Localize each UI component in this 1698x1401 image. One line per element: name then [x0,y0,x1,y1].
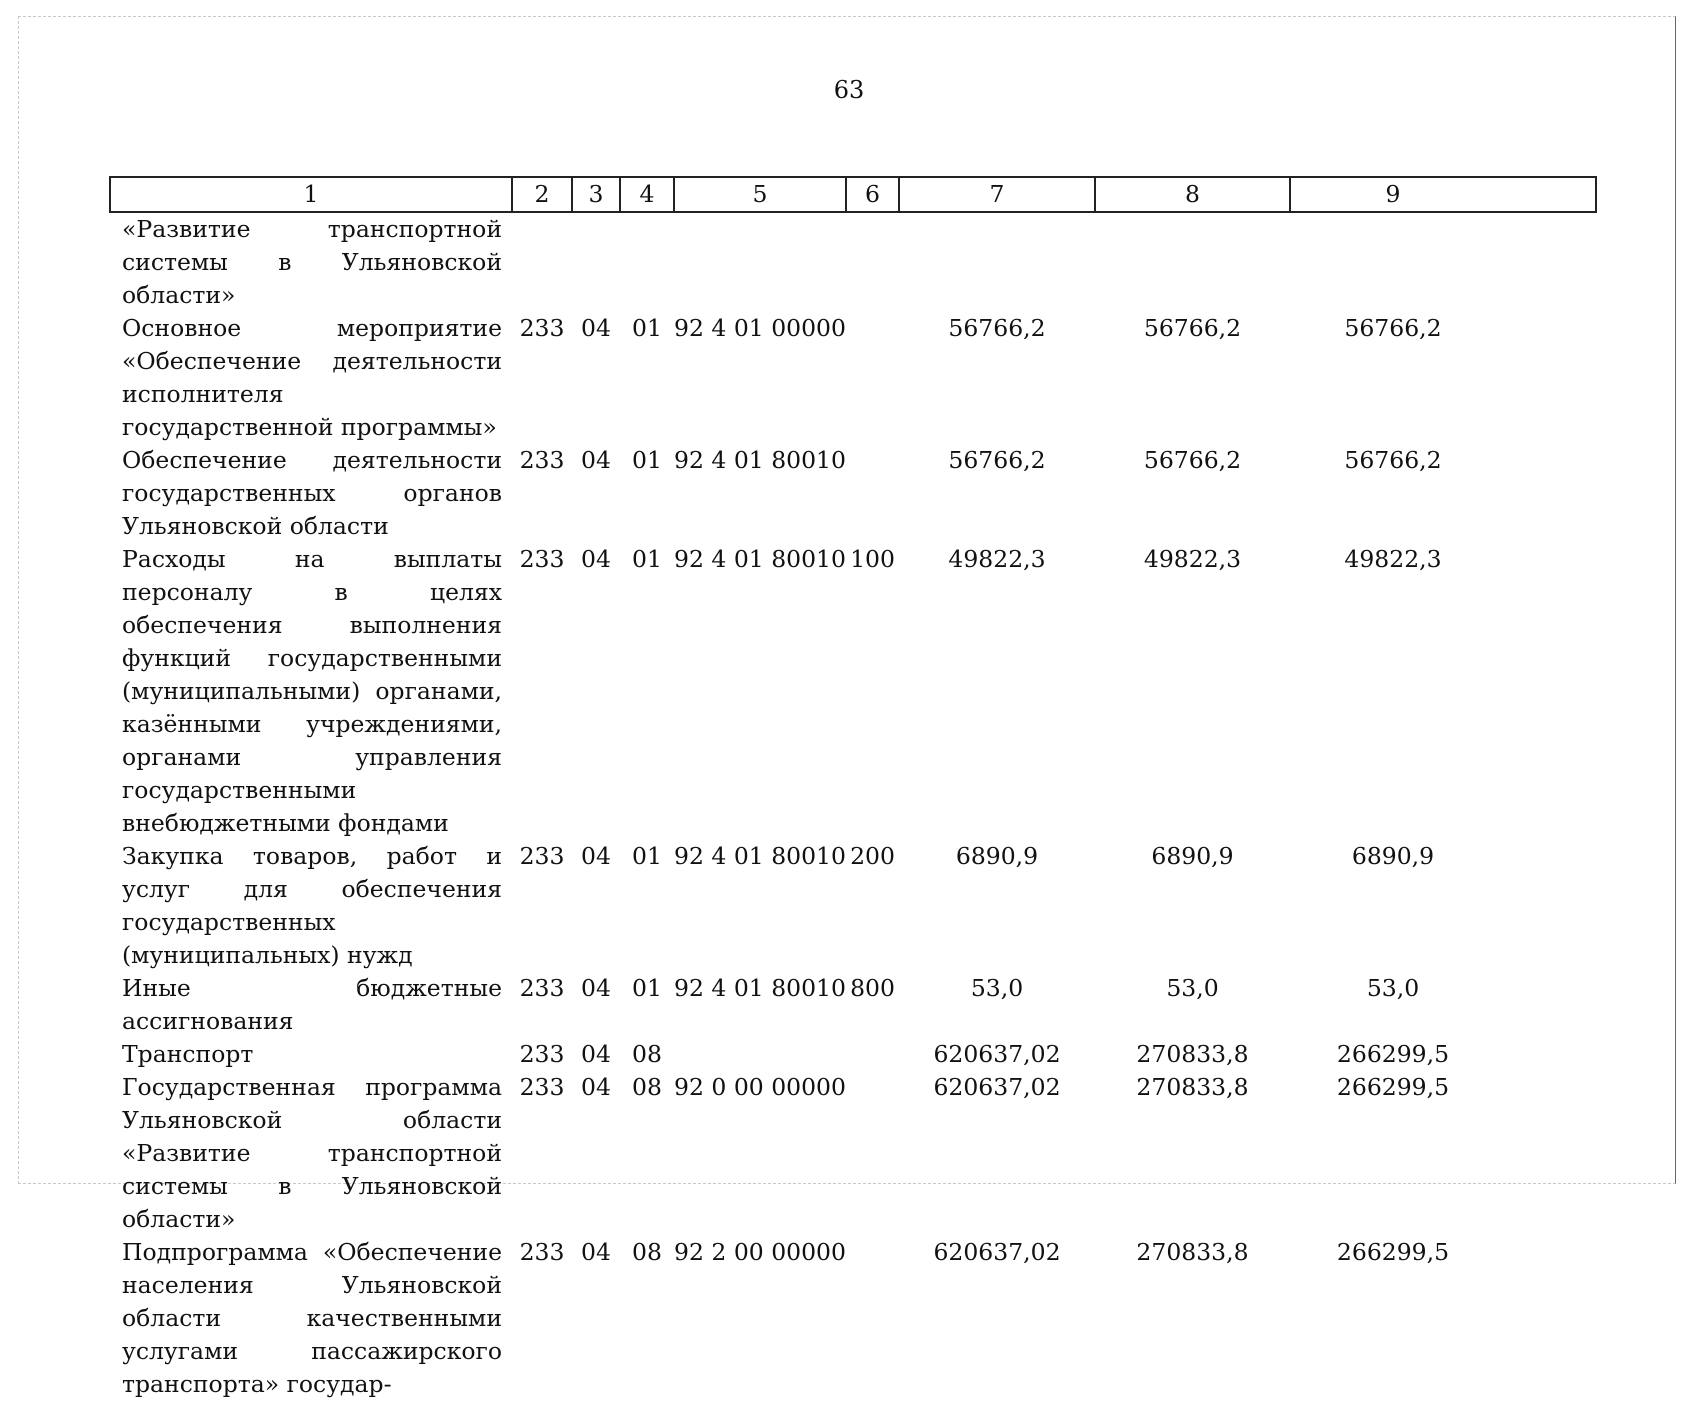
row-gr: 233 [519,1040,565,1068]
row-v1: 620637,02 [933,1238,1061,1266]
table-row [110,972,1596,1038]
row-gr: 233 [519,1073,565,1101]
row-v3 [1290,212,1596,312]
row-v2: 56766,2 [1143,314,1242,342]
row-v1: 56766,2 [948,446,1046,474]
table-row [110,312,1596,444]
row-gr: 233 [519,974,565,1002]
row-vr [846,444,899,543]
table-row [110,1038,1596,1071]
row-csr: 92 2 00 00000 [674,1238,846,1266]
row-gr: 233 [519,545,565,573]
row-csr: 92 0 00 00000 [674,1073,846,1101]
row-rz: 04 [581,1238,611,1266]
header-cell: 6 [846,177,899,212]
row-csr: 92 4 01 80010 [674,545,846,573]
row-csr: 92 4 01 80010 [674,974,846,1002]
table-row [110,543,1596,840]
row-gr: 233 [519,314,565,342]
row-name: Закупка товаров, работ и услуг для обеспечения государственных (муниципальных) нужд [122,842,502,969]
header-cell: 5 [674,177,846,212]
row-vr [846,1038,899,1071]
row-v3: 266299,5 [1336,1073,1450,1101]
row-name: Основное мероприятие «Обеспечение деятельности исполнителя государственной программы» [122,314,502,441]
row-gr: 233 [519,842,565,870]
row-vr [846,1071,899,1236]
header-cell: 2 [512,177,572,212]
row-v3: 6890,9 [1351,842,1435,870]
header-row [110,177,1596,212]
row-v3: 49822,3 [1344,545,1442,573]
header-cell: 1 [110,177,512,212]
row-v2 [1095,212,1290,312]
row-pr: 08 [632,1040,662,1068]
row-v1: 49822,3 [948,545,1046,573]
row-rz: 04 [581,314,611,342]
row-vr: 100 [850,545,895,573]
row-v1: 620637,02 [933,1073,1061,1101]
row-v2: 56766,2 [1143,446,1242,474]
row-gr: 233 [519,446,565,474]
header-cell: 9 [1290,177,1596,212]
row-csr: 92 4 01 80010 [674,842,846,870]
row-vr: 200 [850,842,895,870]
row-name: Расходы на выплаты персоналу в целях обеспечения выполнения функций государственными (муниципальными) органами, казёнными учреждениями, органами управления государственными внебюджетными фондами [122,545,502,837]
budget-table [109,176,1597,1401]
row-vr [846,212,899,312]
row-v1: 56766,2 [948,314,1046,342]
row-pr: 01 [632,314,662,342]
row-pr: 01 [632,842,662,870]
row-v3: 53,0 [1366,974,1420,1002]
row-vr: 800 [850,974,895,1002]
row-vr [846,1236,899,1401]
row-v2: 270833,8 [1136,1073,1249,1101]
row-rz [572,212,620,312]
row-pr: 08 [632,1073,662,1101]
row-v2: 270833,8 [1136,1238,1249,1266]
row-rz: 04 [581,1073,611,1101]
row-v1 [899,212,1095,312]
row-v1: 53,0 [970,974,1024,1002]
table-row [110,1071,1596,1236]
row-name: Транспорт [122,1040,254,1068]
row-v3: 56766,2 [1344,446,1442,474]
row-csr [674,212,846,312]
row-v2: 6890,9 [1151,842,1234,870]
row-rz: 04 [581,1040,611,1068]
row-pr [620,212,674,312]
table-row [110,444,1596,543]
row-name: Государственная программа Ульяновской области «Развитие транспортной системы в Ульяновской области» [122,1073,502,1233]
row-rz: 04 [581,842,611,870]
header-cell: 3 [572,177,620,212]
row-name: «Развитие транспортной системы в Ульяновской области» [122,215,502,309]
row-v1: 620637,02 [933,1040,1061,1068]
row-csr: 92 4 01 00000 [674,314,846,342]
row-v2: 53,0 [1166,974,1219,1002]
row-name: Обеспечение деятельности государственных органов Ульяновской области [122,446,502,540]
row-name: Подпрограмма «Обеспечение населения Ульяновской области качественными услугами пассажирского транспорта» государ- [122,1238,502,1398]
row-gr [512,212,572,312]
row-pr: 01 [632,446,662,474]
table-row [110,1236,1596,1401]
row-pr: 01 [632,974,662,1002]
row-csr [674,1038,846,1071]
row-pr: 01 [632,545,662,573]
table-row [110,840,1596,972]
row-gr: 233 [519,1238,565,1266]
row-v3: 266299,5 [1336,1238,1450,1266]
table-row [110,212,1596,312]
row-v3: 56766,2 [1344,314,1442,342]
row-pr: 08 [632,1238,662,1266]
header-cell: 8 [1095,177,1290,212]
row-v3: 266299,5 [1336,1040,1450,1068]
row-csr: 92 4 01 80010 [674,446,846,474]
row-rz: 04 [581,446,611,474]
row-rz: 04 [581,545,611,573]
row-v2: 49822,3 [1143,545,1242,573]
page-number: 63 [833,76,865,104]
row-v1: 6890,9 [955,842,1039,870]
header-cell: 7 [899,177,1095,212]
header-cell: 4 [620,177,674,212]
row-v2: 270833,8 [1136,1040,1249,1068]
row-name: Иные бюджетные ассигнования [122,974,502,1035]
row-vr [846,312,899,444]
row-rz: 04 [581,974,611,1002]
